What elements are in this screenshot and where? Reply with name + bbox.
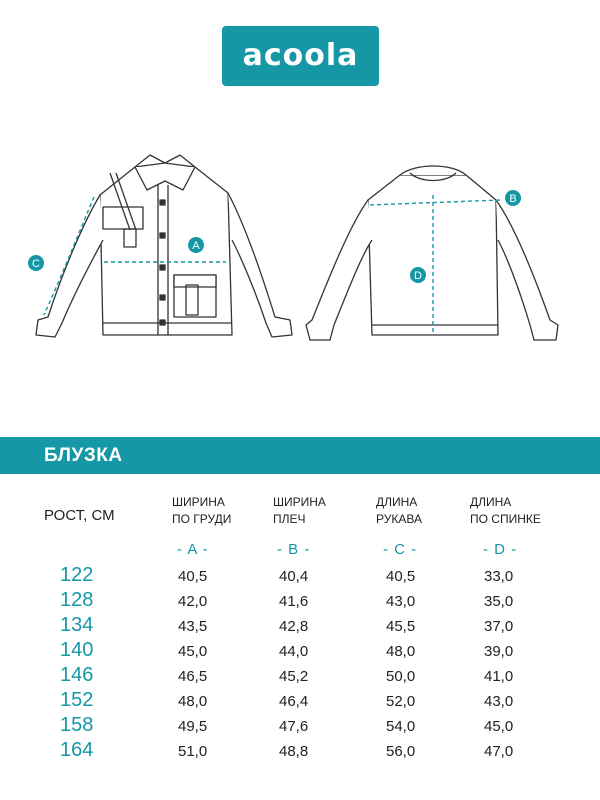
cell-back-length: 35,0 (484, 593, 514, 610)
cell-shoulders: 47,6 (279, 718, 309, 735)
column-header-chest (172, 494, 231, 528)
cell-back-length: 39,0 (484, 643, 514, 660)
cell-sleeve: 48,0 (386, 643, 416, 660)
cell-sleeve: 52,0 (386, 693, 416, 710)
column-header-line: ДЛИНА (470, 495, 512, 509)
brand-logo (222, 26, 379, 86)
section-banner (0, 437, 600, 474)
cell-chest: 46,5 (178, 668, 208, 685)
cell-sleeve: 43,0 (386, 593, 416, 610)
column-code-b: - B - (277, 541, 311, 558)
cell-chest: 40,5 (178, 568, 208, 585)
column-header-line: ПЛЕЧ (273, 512, 306, 526)
column-header-line: ПО СПИНКЕ (470, 512, 541, 526)
column-header-line: ПО ГРУДИ (172, 512, 232, 526)
size-value: 122 (60, 564, 94, 586)
cell-chest: 49,5 (178, 718, 208, 735)
column-header-shoulders (273, 494, 326, 528)
row-label-height: РОСТ, СМ (44, 507, 115, 524)
column-header-line: ШИРИНА (273, 495, 326, 509)
cell-chest: 45,0 (178, 643, 208, 660)
cell-sleeve: 40,5 (386, 568, 416, 585)
column-code-a: - A - (177, 541, 209, 558)
cell-shoulders: 45,2 (279, 668, 309, 685)
back-view-drawing (306, 166, 558, 340)
size-value: 134 (60, 614, 94, 636)
column-header-line: ШИРИНА (172, 495, 225, 509)
brand-logo-text: acoola (242, 38, 359, 73)
cell-back-length: 33,0 (484, 568, 514, 585)
size-value: 146 (60, 664, 94, 686)
size-value: 128 (60, 589, 94, 611)
size-value: 164 (60, 739, 94, 761)
label-b: B (509, 193, 517, 205)
garment-diagram (0, 145, 600, 355)
cell-chest: 51,0 (178, 743, 208, 760)
label-c: C (32, 258, 40, 270)
cell-sleeve: 56,0 (386, 743, 416, 760)
front-view-drawing (36, 155, 292, 337)
cell-sleeve: 54,0 (386, 718, 416, 735)
cell-shoulders: 42,8 (279, 618, 309, 635)
label-a: A (192, 240, 200, 252)
size-value: 152 (60, 689, 94, 711)
cell-sleeve: 45,5 (386, 618, 416, 635)
label-d: D (414, 270, 422, 282)
cell-back-length: 37,0 (484, 618, 514, 635)
column-code-d: - D - (483, 541, 518, 558)
cell-back-length: 41,0 (484, 668, 514, 685)
column-header-line: РУКАВА (376, 512, 422, 526)
cell-shoulders: 48,8 (279, 743, 309, 760)
section-title: БЛУЗКА (44, 445, 123, 466)
cell-shoulders: 44,0 (279, 643, 309, 660)
column-header-sleeve (376, 494, 422, 528)
size-value: 140 (60, 639, 94, 661)
size-value: 158 (60, 714, 94, 736)
cell-chest: 43,5 (178, 618, 208, 635)
cell-back-length: 43,0 (484, 693, 514, 710)
column-header-back-length (470, 494, 541, 528)
cell-shoulders: 41,6 (279, 593, 309, 610)
cell-chest: 42,0 (178, 593, 208, 610)
cell-chest: 48,0 (178, 693, 208, 710)
cell-back-length: 47,0 (484, 743, 514, 760)
cell-shoulders: 40,4 (279, 568, 309, 585)
cell-shoulders: 46,4 (279, 693, 309, 710)
cell-sleeve: 50,0 (386, 668, 416, 685)
column-header-line: ДЛИНА (376, 495, 418, 509)
column-code-c: - C - (383, 541, 418, 558)
cell-back-length: 45,0 (484, 718, 514, 735)
